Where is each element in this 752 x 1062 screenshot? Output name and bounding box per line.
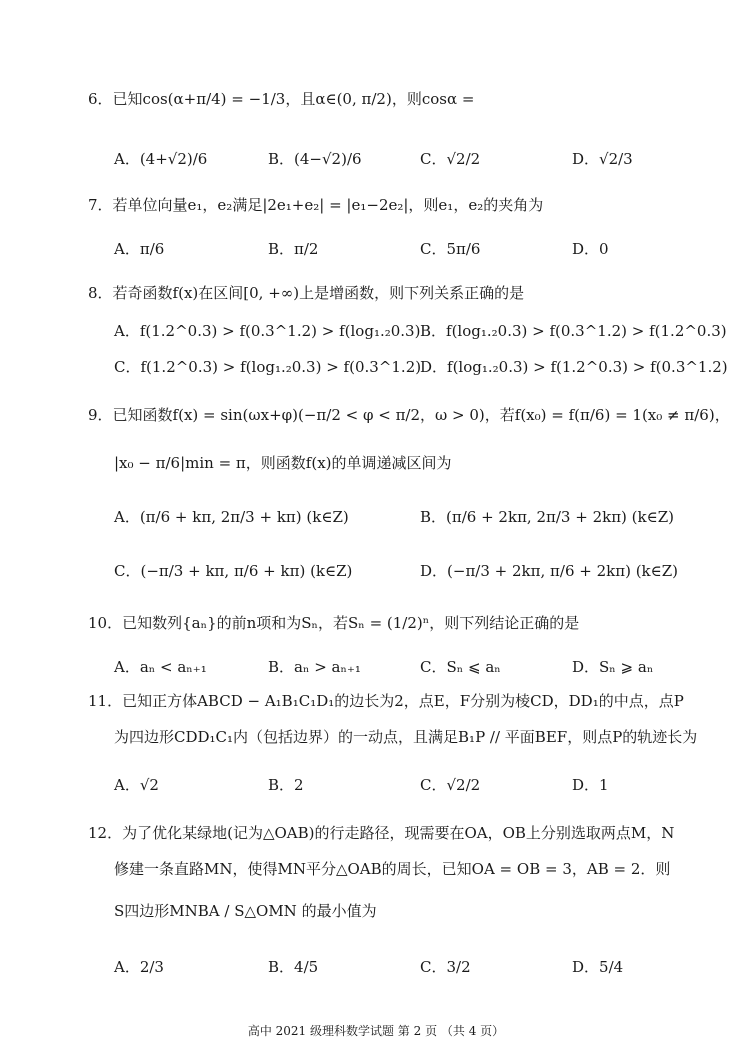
q6-option-a: A．(4+√2)/6 (114, 150, 208, 168)
q11-option-a: A．√2 (114, 776, 159, 794)
q6-option-d: D．√2/3 (572, 150, 633, 168)
q8-option-b: B．f(log₁.₂0.3) > f(0.3^1.2) > f(1.2^0.3) (420, 322, 727, 340)
q12-stem-line3: S四边形MNBA / S△OMN 的最小值为 (114, 902, 377, 920)
q7-option-c: C．5π/6 (420, 240, 481, 258)
q12-option-c: C．3/2 (420, 958, 471, 976)
q7-stem: 7．若单位向量e₁，e₂满足|2e₁+e₂| = |e₁−2e₂|，则e₁，e₂的夹角为 (88, 196, 544, 214)
q9-option-c: C．(−π/3 + kπ, π/6 + kπ) (k∈Z) (114, 562, 353, 580)
q6-option-c: C．√2/2 (420, 150, 481, 168)
q11-option-c: C．√2/2 (420, 776, 481, 794)
q12-option-d: D．5/4 (572, 958, 624, 976)
q9-stem-line1: 9．已知函数f(x) = sin(ωx+φ)(−π/2 < φ < π/2，ω > 0)，若f(x₀) = f(π/6) = 1(x₀ ≠ π/6)， (88, 406, 730, 424)
q9-stem-line2: |x₀ − π/6|min = π，则函数f(x)的单调递减区间为 (114, 454, 452, 472)
q12-stem-line1: 12．为了优化某绿地(记为△OAB)的行走路径，现需要在OA，OB上分别选取两点M，N (88, 824, 675, 842)
q12-option-a: A．2/3 (114, 958, 164, 976)
q9-option-b: B．(π/6 + 2kπ, 2π/3 + 2kπ) (k∈Z) (420, 508, 674, 526)
q8-option-c: C．f(1.2^0.3) > f(log₁.₂0.3) > f(0.3^1.2) (114, 358, 422, 376)
q9-option-a: A．(π/6 + kπ, 2π/3 + kπ) (k∈Z) (114, 508, 349, 526)
q10-option-a: A．aₙ < aₙ₊₁ (114, 658, 207, 676)
q8-option-a: A．f(1.2^0.3) > f(0.3^1.2) > f(log₁.₂0.3) (114, 322, 421, 340)
q9-option-d: D．(−π/3 + 2kπ, π/6 + 2kπ) (k∈Z) (420, 562, 679, 580)
q7-option-d: D．0 (572, 240, 609, 258)
q8-stem: 8．若奇函数f(x)在区间[0, +∞)上是增函数，则下列关系正确的是 (88, 284, 525, 302)
q11-stem-line1: 11．已知正方体ABCD − A₁B₁C₁D₁的边长为2，点E，F分别为棱CD，DD₁的中点，点P (88, 692, 684, 710)
q11-option-b: B．2 (268, 776, 304, 794)
q10-option-b: B．aₙ > aₙ₊₁ (268, 658, 361, 676)
q12-stem-line2: 修建一条直路MN，使得MN平分△OAB的周长，已知OA = OB = 3，AB = 2．则 (114, 860, 671, 878)
page-footer: 高中 2021 级理科数学试题 第 2 页 （共 4 页） (247, 1024, 505, 1038)
q12-option-b: B．4/5 (268, 958, 319, 976)
q6-option-b: B．(4−√2)/6 (268, 150, 362, 168)
q11-stem-line2: 为四边形CDD₁C₁内（包括边界）的一动点，且满足B₁P // 平面BEF，则点P的轨迹长为 (114, 728, 698, 746)
q7-option-b: B．π/2 (268, 240, 319, 258)
q7-option-a: A．π/6 (114, 240, 165, 258)
q10-option-c: C．Sₙ ⩽ aₙ (420, 658, 501, 676)
q11-option-d: D．1 (572, 776, 609, 794)
q6-stem: 6．已知cos(α+π/4) = −1/3，且α∈(0, π/2)，则cosα = (88, 90, 475, 108)
q10-option-d: D．Sₙ ⩾ aₙ (572, 658, 654, 676)
q10-stem: 10．已知数列{aₙ}的前n项和为Sₙ，若Sₙ = (1/2)ⁿ，则下列结论正确的是 (88, 614, 580, 632)
q8-option-d: D．f(log₁.₂0.3) > f(1.2^0.3) > f(0.3^1.2) (420, 358, 728, 376)
